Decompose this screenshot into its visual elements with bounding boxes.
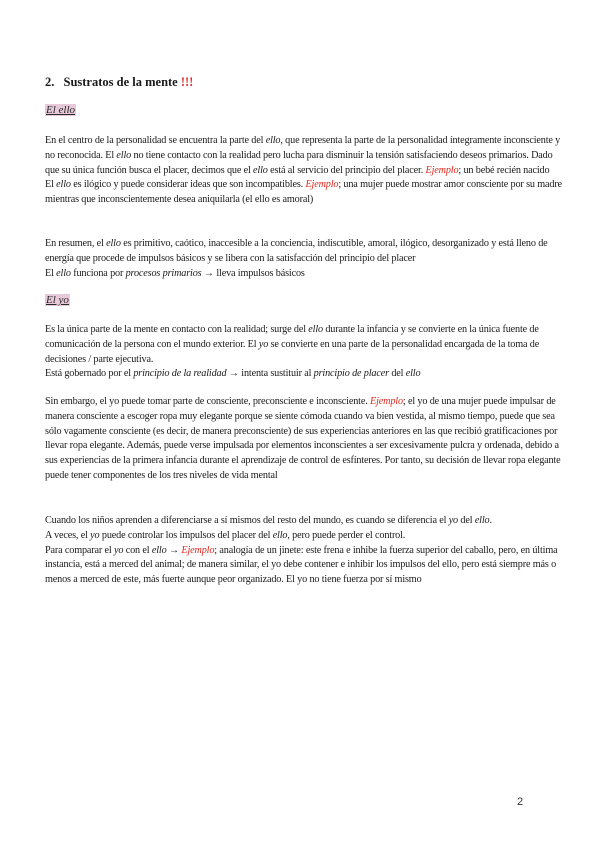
ello-paragraph-summary bbox=[45, 237, 563, 281]
term-ello: ello bbox=[56, 267, 71, 279]
term-ello: ello bbox=[308, 324, 323, 335]
term-procesos-primarios: procesos primarios bbox=[125, 267, 202, 279]
example-label: Ejemplo bbox=[305, 179, 339, 191]
text: Para comparar el bbox=[45, 544, 115, 556]
text: En resumen, el bbox=[45, 238, 107, 249]
term-yo: yo bbox=[90, 529, 100, 541]
text: ; una mujer puede mostrar amor consciente por su madre mientras que inconscientemente desea aniquilarla (el ello es amoral) bbox=[45, 179, 562, 206]
section-title: Sustratos de la mente bbox=[63, 75, 178, 89]
term-ello: ello bbox=[272, 529, 288, 541]
subheading-yo: El yo bbox=[46, 294, 69, 306]
example-label: Ejemplo bbox=[181, 544, 215, 556]
term-ello: ello bbox=[253, 164, 268, 176]
term-principio-realidad: principio de la realidad bbox=[133, 368, 227, 380]
text: puede controlar los impulsos del placer del bbox=[99, 529, 273, 541]
term-ello: ello bbox=[106, 238, 121, 249]
text: ; un bebé recién nacido bbox=[458, 164, 550, 176]
text: ; el yo de una mujer puede impulsar de manera consciente a escoger ropa muy elegante porque se siente cómoda cuando va bien vestida, al mismo tiempo, puede que sea sólo vagamente consciente (es decir, de manera preconsciente) de sus experiencias anteriores en las que recibió gratificaciones por llevar ropa elegante. Además, puede verse impulsada por elementos inconscientes a ser excesivamente pulcra y ordenada, debido a sus experiencias de la primera infancia durante el aprendizaje de control de esfínteres. Por tanto, su decisión de llevar ropa elegante puede tener componentes de los tres niveles de vida mental bbox=[45, 396, 561, 481]
term-yo: yo bbox=[114, 544, 124, 556]
term-ello: ello bbox=[151, 544, 167, 556]
text: Está gobernado por el bbox=[45, 368, 134, 380]
example-label: Ejemplo bbox=[425, 164, 459, 176]
term-ello: ello bbox=[56, 179, 71, 191]
text: del bbox=[458, 515, 475, 526]
text: A veces, el bbox=[45, 529, 91, 541]
text: es primitivo, caótico, inaccesible a la conciencia, indiscutible, amoral, ilógico, desorganizado y está lleno de energía que procede de impulsos básicos y se libera con la satisfacción del principio del placer bbox=[45, 238, 548, 264]
section-number: 2. bbox=[45, 75, 55, 89]
text: Sin embargo, el yo puede tomar parte de consciente, preconsciente e inconsciente. bbox=[45, 396, 370, 407]
document-body bbox=[45, 0, 563, 848]
ello-paragraph-1 bbox=[45, 134, 563, 208]
term-principio-placer: principio de placer bbox=[313, 368, 389, 380]
text: no tiene contacto con la realidad pero lucha para disminuir la tensión satisfaciendo deseos primarios. Dado que su única función busca el placer, decimos que el bbox=[45, 149, 553, 176]
yo-paragraph-2 bbox=[45, 395, 563, 484]
text: , pero puede perder el control. bbox=[287, 529, 406, 541]
text: durante la infancia y se convierte en la única fuente de comunicación de la persona con el mundo exterior. El bbox=[45, 324, 539, 350]
text: → lleva impulsos básicos bbox=[201, 267, 305, 279]
text: En el centro de la personalidad se encuentra la parte del bbox=[45, 135, 266, 146]
term-ello: ello bbox=[474, 515, 490, 526]
term-ello: ello bbox=[265, 135, 281, 146]
yo-paragraph-3 bbox=[45, 514, 563, 588]
text: es ilógico y puede considerar ideas que son incompatibles. bbox=[70, 179, 306, 191]
term-ello: ello bbox=[405, 368, 421, 380]
term-yo: yo bbox=[448, 515, 459, 526]
text: → bbox=[166, 544, 182, 556]
text: El bbox=[45, 267, 57, 279]
text: con el bbox=[123, 544, 152, 556]
term-ello: ello bbox=[116, 149, 132, 161]
text: funciona por bbox=[70, 267, 126, 279]
example-label: Ejemplo bbox=[370, 396, 403, 407]
page-number: 2 bbox=[517, 796, 524, 808]
text: → intenta sustituir al bbox=[226, 368, 314, 380]
yo-paragraph-1 bbox=[45, 323, 563, 382]
text: El bbox=[45, 179, 57, 191]
subheading-ello: El ello bbox=[46, 104, 76, 116]
text: ; analogía de un jinete: este frena e inhibe la fuerza superior del caballo, pero, en última instancia, está a merced del animal; de manera similar, el yo debe contener e inhibir los impulsos del ello, pero está siempre más o menos a merced de este, más fuerte aunque peor organizado. El yo no tiene fuerza por sí mismo bbox=[45, 544, 558, 586]
term-yo: yo bbox=[258, 338, 269, 350]
text: Cuando los niños aprenden a diferenciarse a sí mismos del resto del mundo, es cuando se diferencia el bbox=[45, 515, 449, 526]
text: se convierte en una parte de la personalidad encargada de la toma de decisiones / parte ejecutiva. bbox=[45, 338, 540, 365]
text: Es la única parte de la mente en contacto con la realidad; surge del bbox=[45, 324, 309, 335]
text: está al servicio del principio del placer. bbox=[267, 164, 426, 176]
text: del bbox=[388, 368, 406, 380]
section-exclamation: !!! bbox=[180, 75, 194, 89]
text: . bbox=[489, 515, 492, 526]
text: , que representa la parte de la personalidad íntegramente inconsciente y no reconocida. El bbox=[45, 135, 561, 161]
